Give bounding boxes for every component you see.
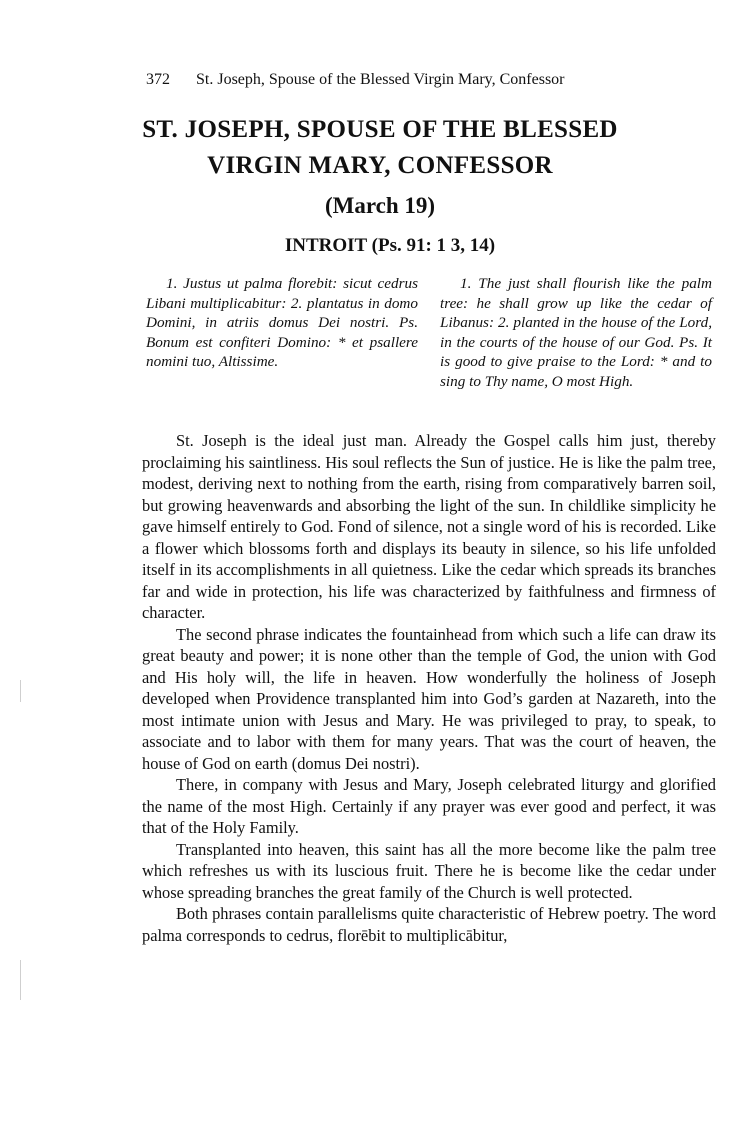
- page-number: 372: [146, 71, 170, 88]
- chapter-title-line-1: ST. JOSEPH, SPOUSE OF THE BLESSED: [142, 116, 618, 143]
- scan-edge-mark: [20, 960, 21, 1000]
- scan-edge-mark: [20, 680, 21, 702]
- chapter-title-line-2: VIRGIN MARY, CONFESSOR: [207, 152, 553, 179]
- commentary-paragraph: The second phrase indicates the fountainhead from which such a life can draw its great beauty and power; it is none other than the temple of God, the union with God and His holy will, the life in heaven. How wonderfully the holiness of Joseph developed when Providence transplanted him into God’s garden at Nazareth, into the most intimate union with Jesus and Mary. He was privileged to pray, to speak, to associate and to labor with them for many years. That was the court of heaven, the house of God on earth (domus Dei nostri).: [142, 624, 716, 773]
- introit-heading: INTROIT (Ps. 91: 1 3, 14): [284, 235, 496, 256]
- chapter-title: [120, 112, 640, 184]
- introit-latin-text: 1. Justus ut palma florebit: sicut cedrus Libani multiplicabitur: 2. plantatus in domo Domini, in atriis domus Dei nostri. Ps. Bonum est confiteri Domino: * et psallere nomini tuo, Altissime.: [146, 275, 418, 371]
- commentary-body: [142, 430, 716, 946]
- feast-date: (March 19): [324, 193, 436, 218]
- commentary-paragraph: Both phrases contain parallelisms quite characteristic of Hebrew poetry. The word palma corresponds to cedrus, florēbit to multiplicābitur,: [142, 904, 716, 945]
- commentary-paragraph: Transplanted into heaven, this saint has all the more become like the palm tree which refreshes us with its luscious fruit. There he is become like the cedar under whose spreading branches the great family of the Church is well protected.: [142, 839, 716, 902]
- running-head-title: St. Joseph, Spouse of the Blessed Virgin Mary, Confessor: [196, 71, 565, 88]
- introit-latin-column: [146, 274, 418, 372]
- commentary-paragraph: There, in company with Jesus and Mary, Joseph celebrated liturgy and glorified the name of the most High. Certainly if any prayer was ever good and perfect, it was that of the Holy Family.: [142, 775, 716, 837]
- introit-english-text: 1. The just shall flourish like the palm tree: he shall grow up like the cedar of Libanus: 2. planted in the house of the Lord, in the courts of the house of our God. Ps. It is good to give praise to the Lord: * and to sing to Thy name, O most High.: [440, 275, 712, 390]
- running-head: [146, 71, 565, 89]
- introit-english-column: [440, 274, 712, 392]
- commentary-paragraph: St. Joseph is the ideal just man. Already the Gospel calls him just, thereby proclaiming his saintliness. His soul reflects the Sun of justice. He is like the palm tree, modest, deriving next to nothing from the earth, rising from comparatively barren soil, but growing heavenwards and absorbing the light of the sun. In childlike simplicity he gave himself entirely to God. Fond of silence, not a single word of his is recorded. Like a flower which blossoms forth and displays its beauty in silence, so his life unfolded itself in its accomplishments in all quietness. Like the cedar which spreads its branches far and wide in protection, his life was characterized by faithfulness and firmness of character.: [142, 431, 716, 622]
